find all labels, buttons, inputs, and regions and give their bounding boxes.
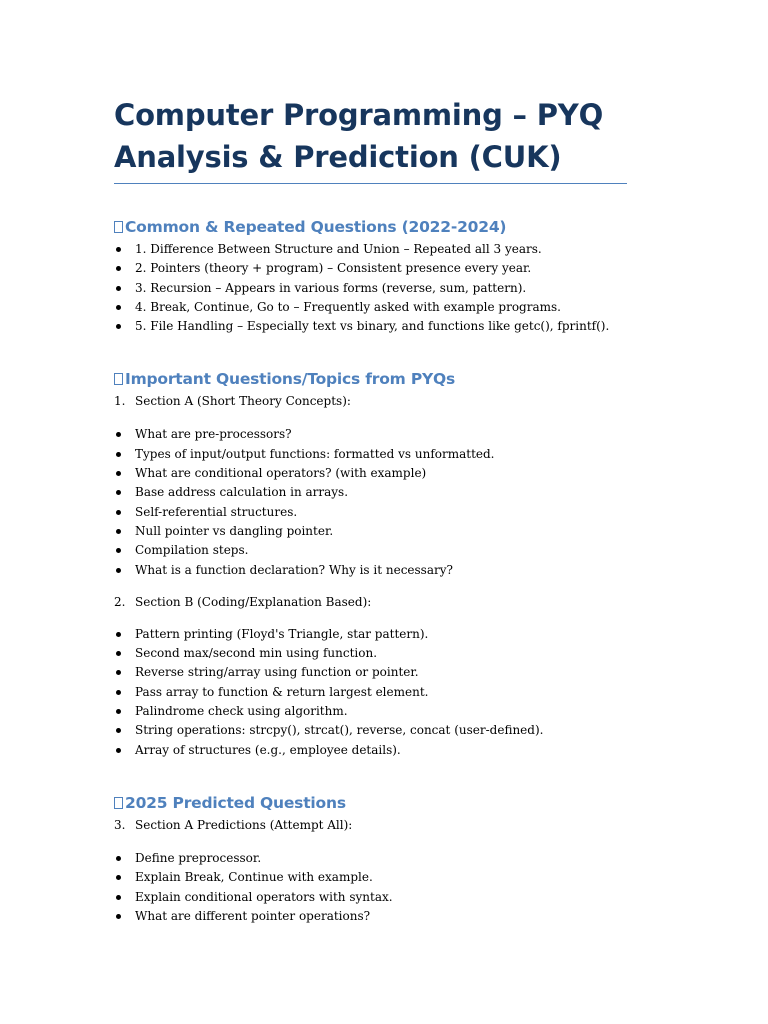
missing-glyph-icon: [114, 221, 123, 233]
list-item: 2. Pointers (theory + program) – Consistent presence every year.: [114, 259, 656, 278]
list-number: 2.: [114, 594, 126, 609]
common-questions-heading: [114, 217, 656, 237]
list-item: Palindrome check using algorithm.: [114, 702, 656, 721]
section-b-label-text: Section B (Coding/Explanation Based):: [135, 594, 372, 609]
list-item: Second max/second min using function.: [114, 644, 656, 663]
section-b-topics-list: [114, 625, 656, 760]
list-item: Array of structures (e.g., employee details).: [114, 741, 656, 760]
predicted-questions-heading-text: 2025 Predicted Questions: [125, 793, 346, 812]
important-topics-heading: [114, 369, 656, 389]
important-topics-heading-text: Important Questions/Topics from PYQs: [125, 370, 456, 389]
list-item: String operations: strcpy(), strcat(), reverse, concat (user-defined).: [114, 721, 656, 740]
list-item: What are pre-processors?: [114, 425, 656, 444]
predictions-section-a-label: [114, 816, 656, 835]
missing-glyph-icon: [114, 373, 123, 385]
list-item: Null pointer vs dangling pointer.: [114, 522, 656, 541]
predicted-questions-heading: [114, 793, 656, 813]
section-a-label-text: Section A (Short Theory Concepts):: [135, 394, 351, 409]
list-item: Reverse string/array using function or pointer.: [114, 663, 656, 682]
list-item: Compilation steps.: [114, 541, 656, 560]
common-questions-list: [114, 240, 656, 336]
list-item: What are conditional operators? (with example): [114, 464, 656, 483]
document-title: Computer Programming – PYQ Analysis & Prediction (CUK): [114, 94, 627, 184]
predictions-section-a-label-text: Section A Predictions (Attempt All):: [135, 817, 353, 832]
list-number: 3.: [114, 817, 126, 832]
missing-glyph-icon: [114, 797, 123, 809]
section-a-topics-list: [114, 425, 656, 579]
list-item: 5. File Handling – Especially text vs binary, and functions like getc(), fprintf().: [114, 317, 656, 336]
list-item: 1. Difference Between Structure and Union – Repeated all 3 years.: [114, 240, 656, 259]
list-item: Pattern printing (Floyd's Triangle, star pattern).: [114, 625, 656, 644]
list-item: 3. Recursion – Appears in various forms (reverse, sum, pattern).: [114, 279, 656, 298]
list-item: Explain Break, Continue with example.: [114, 868, 656, 887]
list-item: Self-referential structures.: [114, 503, 656, 522]
list-item: Pass array to function & return largest element.: [114, 683, 656, 702]
list-item: Explain conditional operators with syntax.: [114, 888, 656, 907]
list-number: 1.: [114, 394, 126, 409]
list-item: What are different pointer operations?: [114, 907, 656, 926]
list-item: Types of input/output functions: formatted vs unformatted.: [114, 445, 656, 464]
common-questions-heading-text: Common & Repeated Questions (2022-2024): [125, 218, 507, 236]
section-a-label: [114, 392, 656, 411]
list-item: Define preprocessor.: [114, 849, 656, 868]
section-b-label: [114, 593, 656, 612]
list-item: 4. Break, Continue, Go to – Frequently asked with example programs.: [114, 298, 656, 317]
list-item: What is a function declaration? Why is it necessary?: [114, 561, 656, 580]
predictions-list: [114, 849, 656, 926]
list-item: Base address calculation in arrays.: [114, 483, 656, 502]
